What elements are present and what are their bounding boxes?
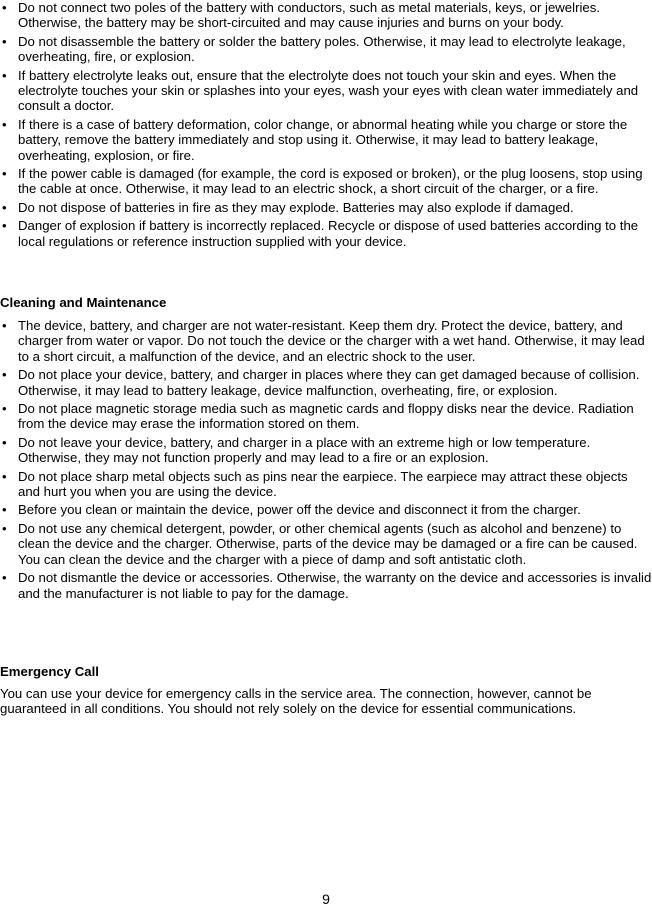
- list-item-text: Do not dispose of batteries in fire as they may explode. Batteries may also explode if damaged.: [18, 199, 574, 215]
- list-item-text: Do not connect two poles of the battery with conductors, such as metal materials, keys, or jewelries. Otherwise, the battery may be short-circuited and may cause injuries and burns on your body.: [18, 0, 600, 31]
- cleaning-heading: Cleaning and Maintenance: [0, 295, 167, 310]
- list-item-text: Do not place sharp metal objects such as pins near the earpiece. The earpiece may attract these objects and hurt you when you are using the device.: [18, 468, 628, 500]
- list-item-text: Do not use any chemical detergent, powder, or other chemical agents (such as alcohol and benzene) to clean the device and the charger. Otherwise, parts of the device may be damaged or a fire can be caused. You can clean the device and the charger with a piece of damp and soft antistatic cloth.: [18, 520, 638, 567]
- list-item: [0, 435, 652, 466]
- list-item: [0, 367, 652, 398]
- list-item: [0, 0, 652, 31]
- list-item: [0, 469, 652, 500]
- cleaning-list: [0, 318, 652, 604]
- list-item-text: If battery electrolyte leaks out, ensure that the electrolyte does not touch your skin and eyes. When the electrolyte touches your skin or splashes into your eyes, wash your eyes with clean water immediately and consult a doctor.: [18, 67, 639, 114]
- bullet-glyph: •: [2, 199, 7, 215]
- list-item-text: Before you clean or maintain the device, power off the device and disconnect it from the charger.: [18, 502, 581, 518]
- list-item: [0, 502, 652, 517]
- list-item: [0, 200, 652, 215]
- list-item-text: Do not leave your device, battery, and charger in a place with an extreme high or low temperature. Otherwise, they may not function properly and may lead to a fire or an explosion.: [18, 434, 591, 466]
- list-item: [0, 401, 652, 432]
- bullet-glyph: •: [2, 116, 7, 132]
- emergency-paragraph: You can use your device for emergency calls in the service area. The connection, however, cannot be guaranteed in all conditions. You should not rely solely on the device for essential communications.: [0, 686, 592, 717]
- bullet-glyph: •: [2, 367, 7, 383]
- list-item: [0, 218, 652, 249]
- list-item: [0, 117, 652, 163]
- list-item: [0, 34, 652, 65]
- battery-safety-list: [0, 0, 652, 252]
- list-item-text: Do not place your device, battery, and charger in places where they can get damaged because of collision. Otherwise, it may lead to battery leakage, device malfunction, overheating, fire, or explosion.: [18, 367, 640, 398]
- list-item-text: If there is a case of battery deformation, color change, or abnormal heating while you charge or store the battery, remove the battery immediately and stop using it. Otherwise, it may lead to battery leakage, overheating, explosion, or fire.: [18, 116, 628, 163]
- bullet-glyph: •: [2, 401, 7, 417]
- list-item: [0, 521, 652, 567]
- list-item-text: Do not disassemble the battery or solder the battery poles. Otherwise, it may lead to electrolyte leakage, overheating, fire, or explosion.: [18, 33, 626, 65]
- bullet-glyph: •: [2, 33, 7, 49]
- list-item-text: Do not place magnetic storage media such as magnetic cards and floppy disks near the device. Radiation from the device may erase the information stored on them.: [18, 401, 634, 432]
- bullet-glyph: •: [2, 502, 7, 518]
- bullet-glyph: •: [2, 0, 7, 15]
- list-item: [0, 570, 652, 601]
- bullet-glyph: •: [2, 570, 7, 586]
- bullet-glyph: •: [2, 318, 7, 333]
- page-number: 9: [322, 891, 330, 907]
- emergency-heading: Emergency Call: [0, 664, 99, 679]
- bullet-glyph: •: [2, 218, 7, 234]
- list-item-text: Danger of explosion if battery is incorrectly replaced. Recycle or dispose of used batteries according to the local regulations or reference instruction supplied with your device.: [18, 218, 639, 249]
- bullet-glyph: •: [2, 67, 7, 83]
- list-item: [0, 68, 652, 114]
- bullet-glyph: •: [2, 434, 7, 450]
- list-item: [0, 318, 652, 364]
- list-item-text: The device, battery, and charger are not water-resistant. Keep them dry. Protect the device, battery, and charger from water or vapor. Do not touch the device or the charger with a wet hand. Otherwise, it may lead to a short circuit, a malfunction of the device, and an electric shock to the user.: [18, 318, 645, 364]
- bullet-glyph: •: [2, 468, 7, 484]
- bullet-glyph: •: [2, 166, 7, 182]
- list-item-text: Do not dismantle the device or accessories. Otherwise, the warranty on the device and accessories is invalid and the manufacturer is not liable to pay for the damage.: [18, 570, 652, 601]
- list-item: [0, 166, 652, 197]
- list-item-text: If the power cable is damaged (for example, the cord is exposed or broken), or the plug loosens, stop using the cable at once. Otherwise, it may lead to an electric shock, a short circuit of the charger, or a fire.: [18, 166, 643, 197]
- bullet-glyph: •: [2, 520, 7, 536]
